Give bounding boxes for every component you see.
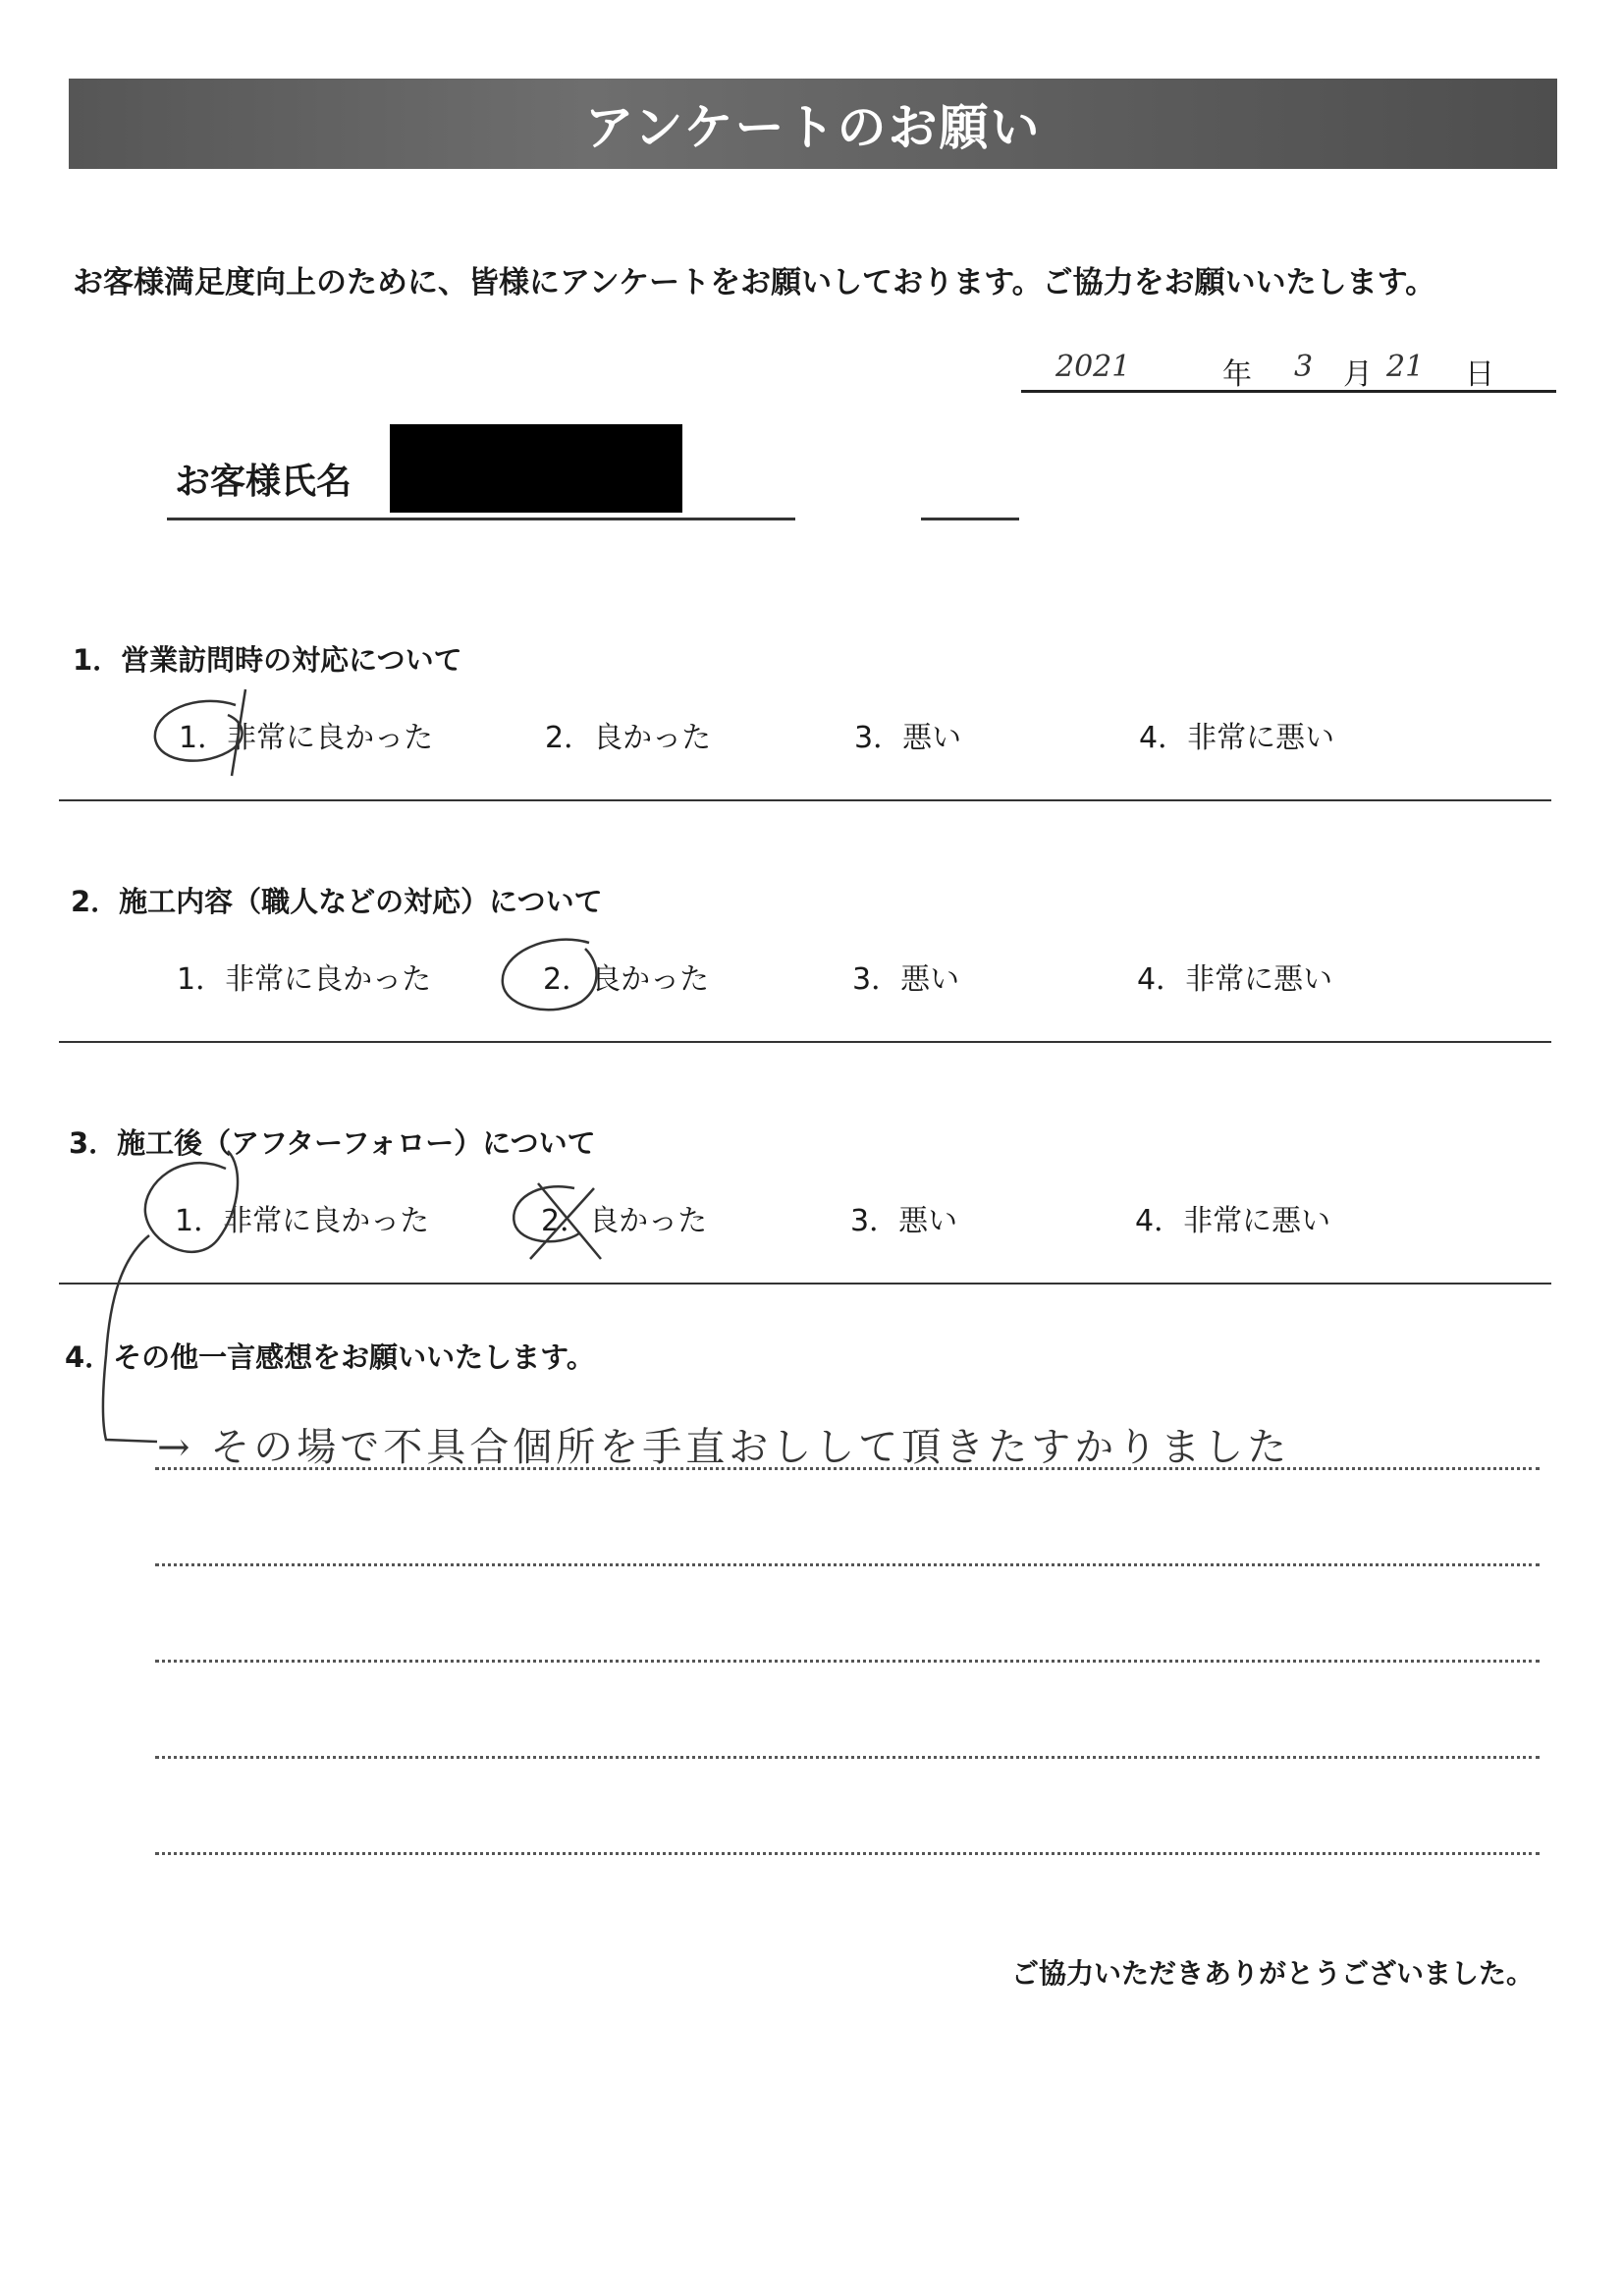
q3-arrow-line xyxy=(103,1235,157,1442)
q3-option-3[interactable]: 3．悪い xyxy=(850,1204,958,1238)
date-month-label: 月 xyxy=(1343,357,1373,392)
q3-cross-stroke-1 xyxy=(538,1183,601,1259)
q3-cross-stroke-2 xyxy=(530,1188,594,1259)
q1-selection-circle xyxy=(155,701,243,761)
date-year-value[interactable]: 2021 xyxy=(1055,350,1131,384)
question-2-title: 2．施工内容（職人などの対応）について xyxy=(71,885,603,918)
comment-section-title: 4．その他一言感想をお願いいたします。 xyxy=(65,1340,595,1374)
q3-option-4[interactable]: 4．非常に悪い xyxy=(1135,1204,1331,1238)
q3-option-2[interactable]: 2．良かった xyxy=(541,1204,708,1238)
date-month-value[interactable]: 3 xyxy=(1294,350,1314,384)
question-3-title: 3．施工後（アフターフォロー）について xyxy=(69,1126,596,1160)
customer-name-label: お客様氏名 xyxy=(175,462,352,502)
page-title: アンケートのお願い xyxy=(584,99,1042,156)
q2-option-2[interactable]: 2．良かった xyxy=(543,962,710,997)
q1-selection-tail xyxy=(232,689,245,776)
q3-option-1[interactable]: 1．非常に良かった xyxy=(175,1204,430,1238)
date-year-label: 年 xyxy=(1222,357,1252,392)
handwritten-comment[interactable]: → その場で不具合個所を手直おしして頂きたすかりました xyxy=(157,1425,1291,1470)
date-day-label: 日 xyxy=(1465,357,1494,392)
thanks-text: ご協力いただきありがとうございました。 xyxy=(1011,1957,1535,1990)
q1-option-4[interactable]: 4．非常に悪い xyxy=(1139,721,1335,755)
q2-option-3[interactable]: 3．悪い xyxy=(852,962,960,997)
question-1-title: 1．営業訪問時の対応について xyxy=(73,643,462,677)
q2-option-1[interactable]: 1．非常に良かった xyxy=(177,962,432,997)
q1-option-2[interactable]: 2．良かった xyxy=(545,721,712,755)
date-day-value[interactable]: 21 xyxy=(1386,350,1425,384)
q2-selection-circle xyxy=(503,940,597,1011)
q2-option-4[interactable]: 4．非常に悪い xyxy=(1137,962,1333,997)
q1-option-3[interactable]: 3．悪い xyxy=(854,721,962,755)
intro-text: お客様満足度向上のために、皆様にアンケートをお願いしております。ご協力をお願いいたします。 xyxy=(73,265,1436,301)
q1-option-1[interactable]: 1．非常に良かった xyxy=(179,721,434,755)
q3-selection-circle xyxy=(145,1151,238,1252)
